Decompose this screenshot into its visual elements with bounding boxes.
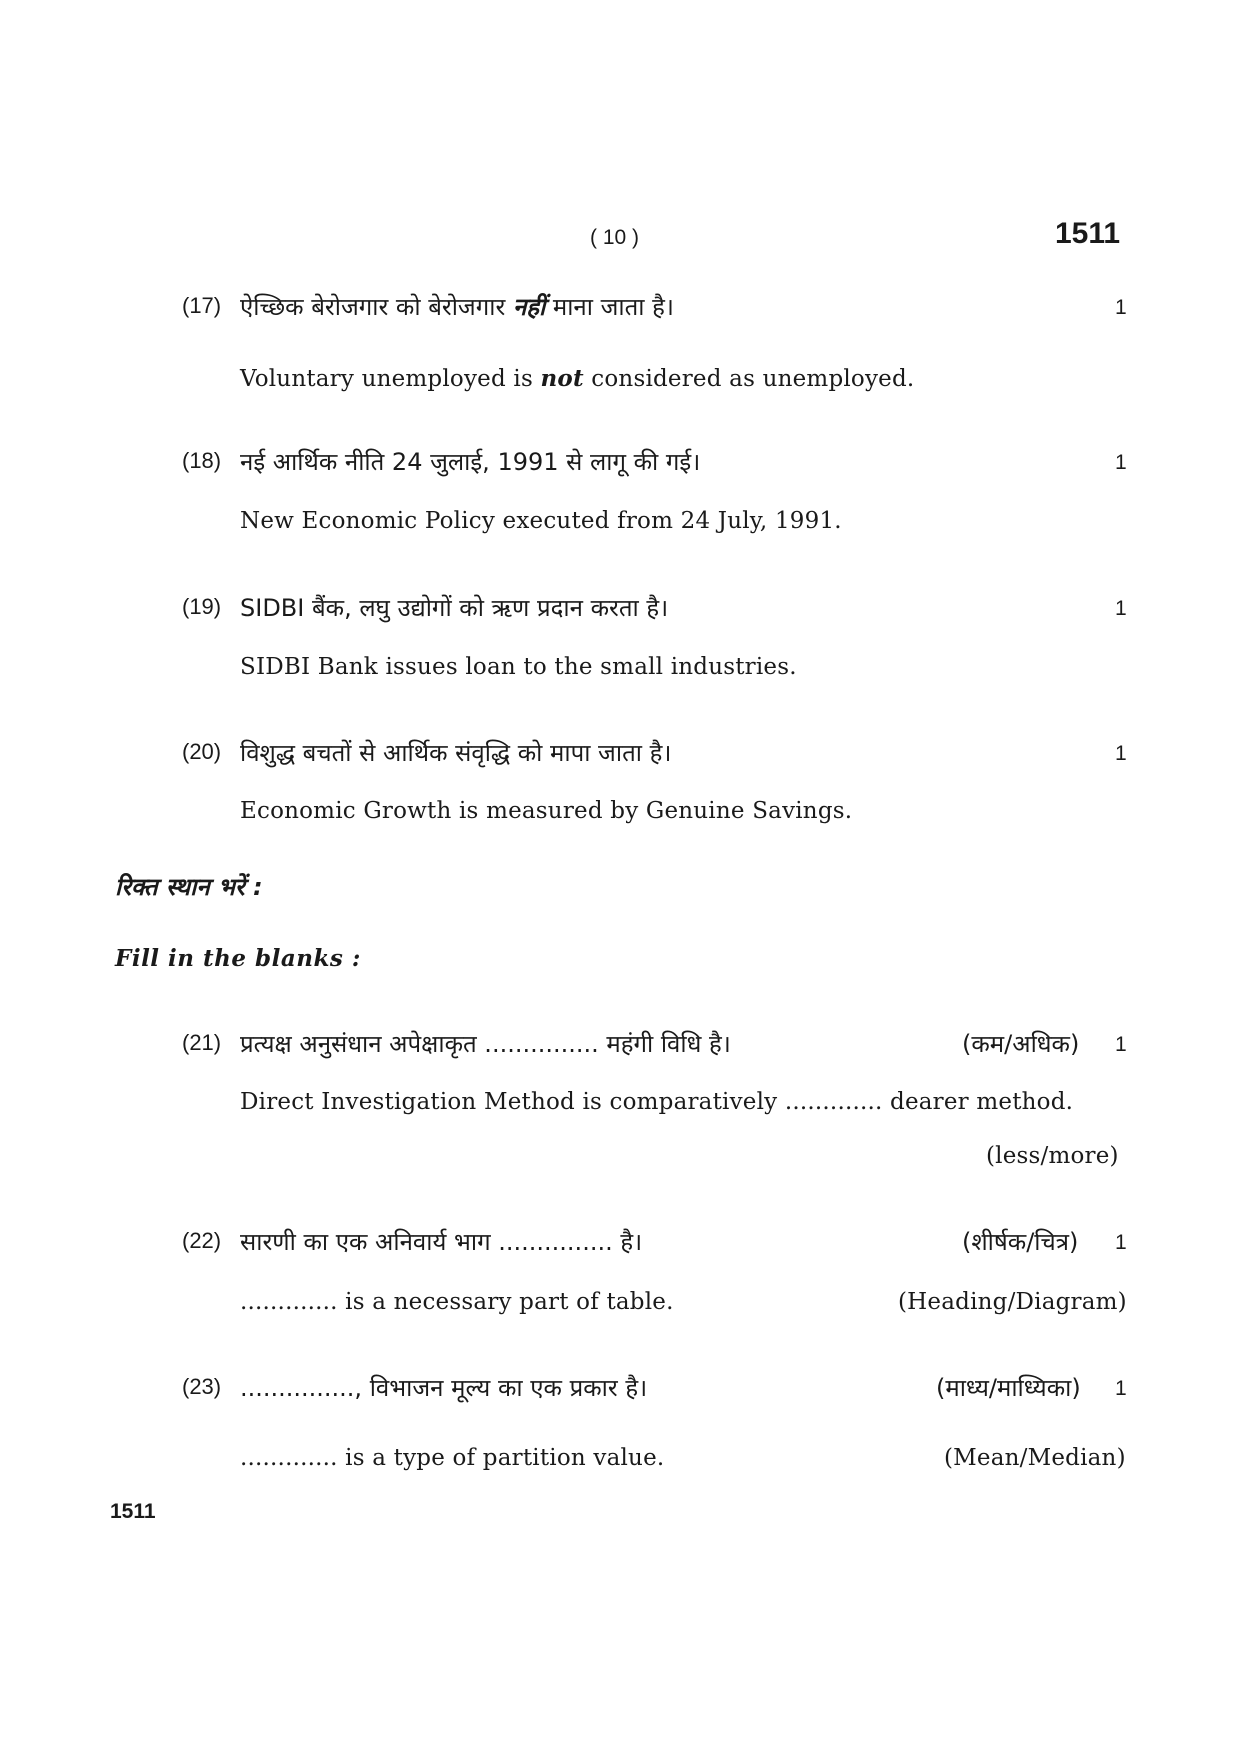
question-number: (21)	[182, 1030, 222, 1055]
english-text: considered as unemployed.	[591, 366, 915, 392]
question-hindi: ..............., विभाजन मूल्य का एक प्रकार है।	[240, 1374, 648, 1402]
question-english: SIDBI Bank issues loan to the small industries.	[240, 654, 797, 680]
english-text: Voluntary unemployed is	[240, 366, 533, 392]
marks: 1	[1115, 1231, 1127, 1254]
question-number: (23)	[182, 1374, 222, 1399]
question-number: (22)	[182, 1228, 222, 1253]
hindi-options: (शीर्षक/चित्र)	[962, 1228, 1079, 1256]
marks: 1	[1115, 1377, 1127, 1400]
hindi-emphasis: नहीं	[512, 293, 546, 321]
marks: 1	[1115, 597, 1127, 620]
question-number: (17)	[182, 293, 222, 318]
question-hindi	[240, 290, 674, 323]
question-number: (20)	[182, 739, 222, 764]
marks: 1	[1115, 1033, 1127, 1056]
english-options: (Mean/Median)	[944, 1445, 1126, 1471]
question-english: New Economic Policy executed from 24 July, 1991.	[240, 508, 842, 534]
hindi-options: (माध्य/माध्यिका)	[936, 1374, 1081, 1402]
question-number: (18)	[182, 448, 222, 473]
section-heading-hindi: रिक्त स्थान भरें :	[115, 873, 263, 901]
question-hindi: विशुद्ध बचतों से आर्थिक संवृद्धि को मापा जाता है।	[240, 739, 672, 767]
marks: 1	[1115, 742, 1127, 765]
question-hindi: सारणी का एक अनिवार्य भाग ............... है।	[240, 1228, 643, 1256]
question-english: ............. is a type of partition value.	[240, 1445, 665, 1471]
question-hindi: SIDBI बैंक, लघु उद्योगों को ऋण प्रदान करता है।	[240, 594, 669, 622]
paper-code-header: 1511	[1055, 217, 1121, 250]
hindi-text: माना जाता है।	[552, 293, 674, 321]
question-hindi: नई आर्थिक नीति 24 जुलाई, 1991 से लागू की गई।	[240, 448, 701, 476]
marks: 1	[1115, 451, 1127, 474]
section-heading-english: Fill in the blanks :	[115, 945, 361, 972]
marks: 1	[1115, 296, 1127, 319]
question-english: Economic Growth is measured by Genuine Savings.	[240, 798, 853, 824]
english-options: (less/more)	[986, 1143, 1119, 1169]
question-number: (19)	[182, 594, 222, 619]
english-options: (Heading/Diagram)	[898, 1289, 1127, 1315]
page-number: ( 10 )	[590, 226, 640, 249]
hindi-text: ऐच्छिक बेरोजगार को बेरोजगार	[240, 293, 506, 321]
question-english: ............. is a necessary part of table.	[240, 1289, 674, 1315]
english-emphasis: not	[540, 365, 584, 392]
question-hindi: प्रत्यक्ष अनुसंधान अपेक्षाकृत ............... महंगी विधि है।	[240, 1030, 731, 1058]
hindi-options: (कम/अधिक)	[962, 1030, 1080, 1058]
paper-code-footer: 1511	[110, 1500, 156, 1523]
question-english: Direct Investigation Method is comparatively ............. dearer method.	[240, 1089, 1074, 1115]
question-english	[240, 365, 914, 392]
